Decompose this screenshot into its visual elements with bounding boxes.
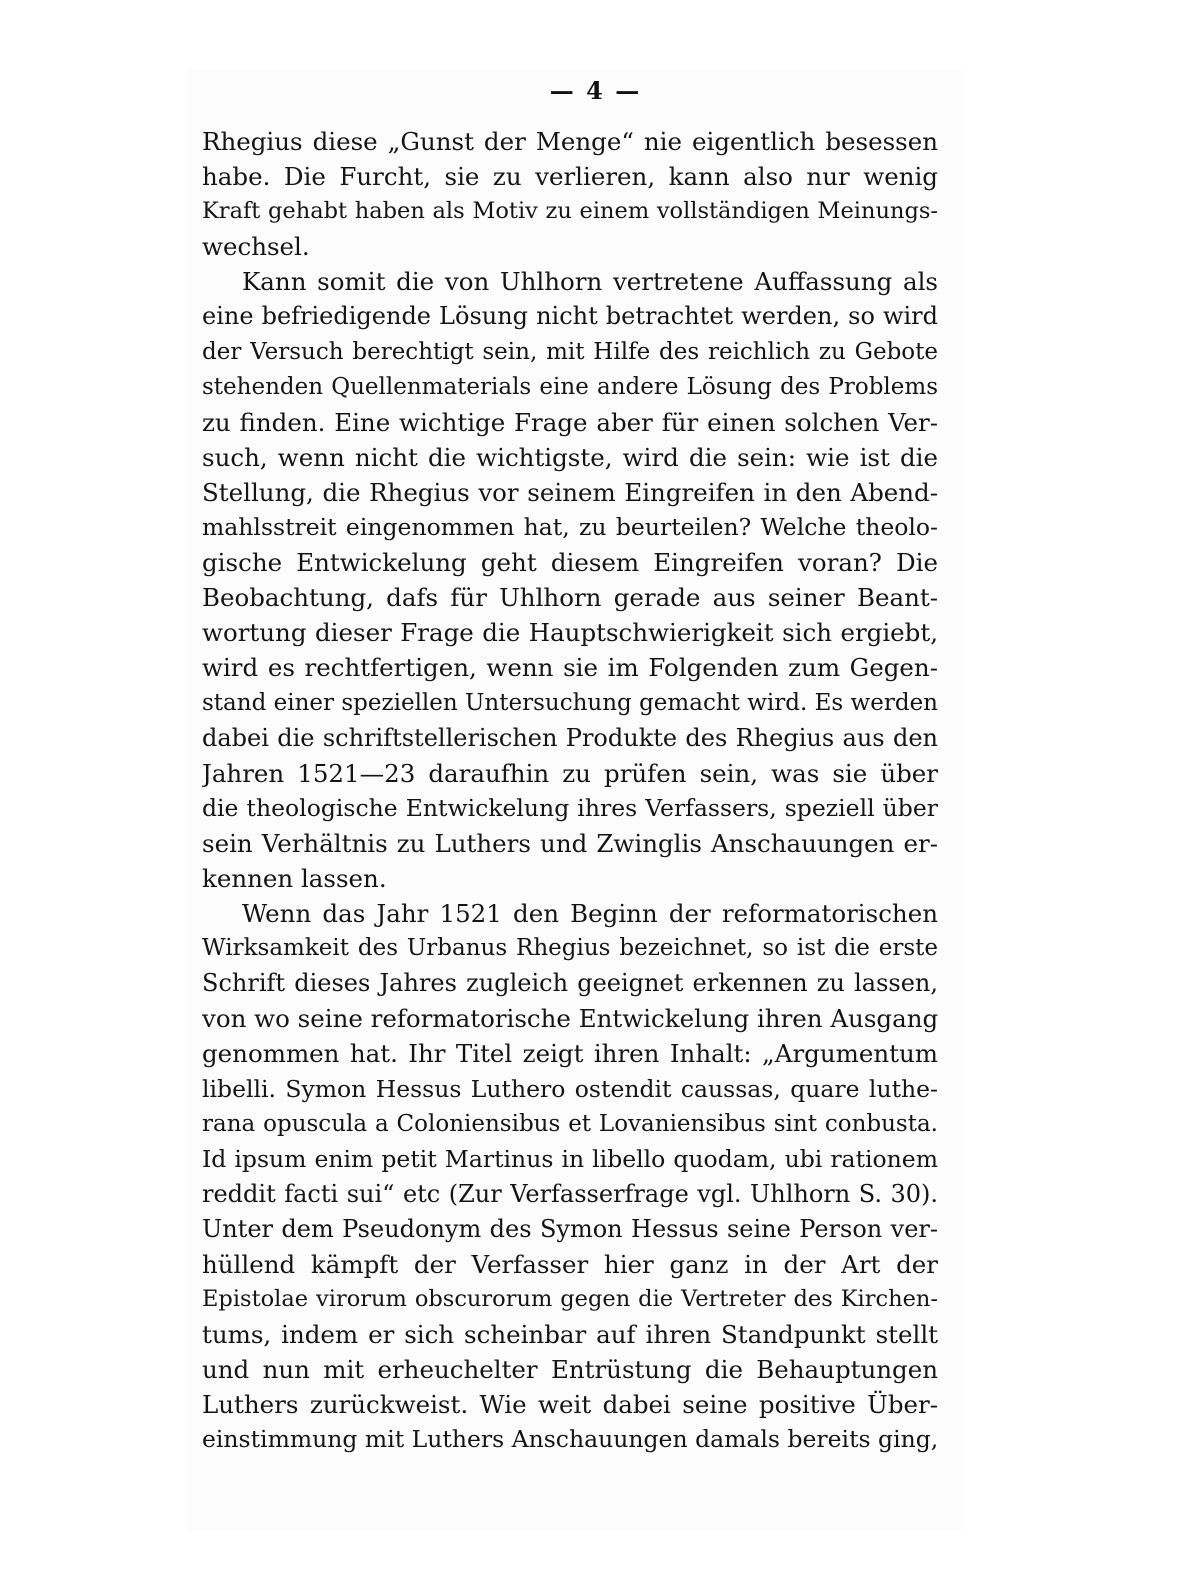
text-line: Wirksamkeit des Urbanus Rhegius bezeichnet, so ist die erste <box>202 935 938 962</box>
text-line: kennen lassen. <box>202 863 387 893</box>
text-line: sein Verhältnis zu Luthers und Zwinglis Anschauungen er- <box>202 828 938 858</box>
text-line: die theologische Entwickelung ihres Verfassers, speziell über <box>202 793 938 822</box>
text-line: habe. Die Furcht, sie zu verlieren, kann also nur wenig <box>202 162 938 192</box>
text-line: Kraft gehabt haben als Motiv zu einem vollständigen Meinungs- <box>202 198 938 225</box>
text-line: Beobachtung, dafs für Uhlhorn gerade aus seiner Beant- <box>202 583 938 613</box>
text-line: wird es rechtfertigen, wenn sie im Folgenden zum Gegen- <box>202 653 938 683</box>
text-line: rana opuscula a Coloniensibus et Lovaniensibus sint conbusta. <box>202 1110 938 1137</box>
text-line: Wenn das Jahr 1521 den Beginn der reformatorischen <box>242 899 938 929</box>
text-line: tums, indem er sich scheinbar auf ihren Standpunkt stellt <box>202 1320 938 1350</box>
text-line: genommen hat. Ihr Titel zeigt ihren Inhalt: „Argumentum <box>202 1039 938 1069</box>
text-line: Unter dem Pseudonym des Symon Hessus seine Person ver- <box>202 1214 938 1243</box>
text-line: Schrift dieses Jahres zugleich geeignet erkennen zu lassen, <box>202 969 938 998</box>
text-line: Epistolae virorum obscurorum gegen die Vertreter des Kirchen- <box>202 1286 938 1313</box>
text-line: wortung dieser Frage die Hauptschwierigkeit sich ergiebt, <box>202 618 938 648</box>
body-text <box>202 124 938 1458</box>
text-line: zu finden. Eine wichtige Frage aber für einen solchen Ver- <box>202 407 938 437</box>
paragraph <box>202 124 938 264</box>
text-line: Id ipsum enim petit Martinus in libello quodam, ubi rationem <box>202 1144 938 1173</box>
text-line: wechsel. <box>202 232 310 262</box>
text-line: Stellung, die Rhegius vor seinem Eingreifen in den Abend- <box>202 477 938 507</box>
text-line: und nun mit erheuchelter Entrüstung die Behauptungen <box>202 1355 938 1385</box>
paragraph <box>202 264 938 896</box>
text-line: Luthers zurückweist. Wie weit dabei seine positive Über- <box>202 1390 938 1420</box>
text-line: stehenden Quellenmaterials eine andere Lösung des Problems <box>202 373 938 400</box>
text-line: mahlsstreit eingenommen hat, zu beurteilen? Welche theolo- <box>202 513 938 542</box>
text-line: der Versuch berechtigt sein, mit Hilfe des reichlich zu Gebote <box>202 338 938 365</box>
text-line: Rhegius diese „Gunst der Menge“ nie eigentlich besessen <box>202 127 938 156</box>
text-line: reddit facti sui“ etc (Zur Verfasserfrage vgl. Uhlhorn S. 30). <box>202 1179 938 1208</box>
text-line: hüllend kämpft der Verfasser hier ganz in der Art der <box>202 1250 938 1279</box>
text-line: gische Entwickelung geht diesem Eingreifen voran? Die <box>202 548 938 578</box>
text-line: libelli. Symon Hessus Luthero ostendit caussas, quare luthe- <box>202 1074 938 1103</box>
text-line: einstimmung mit Luthers Anschauungen damals bereits ging, <box>202 1425 938 1454</box>
page-number: — 4 — <box>549 76 642 105</box>
text-line: such, wenn nicht die wichtigste, wird die sein: wie ist die <box>202 442 938 472</box>
text-line: Kann somit die von Uhlhorn vertretene Auffassung als <box>242 267 938 297</box>
paragraph <box>202 896 938 1458</box>
text-line: dabei die schriftstellerischen Produkte des Rhegius aus den <box>202 723 938 752</box>
text-line: stand einer speziellen Untersuchung gemacht wird. Es werden <box>202 689 938 716</box>
text-line: von wo seine reformatorische Entwickelung ihren Ausgang <box>202 1004 938 1034</box>
text-line: Jahren 1521—23 daraufhin zu prüfen sein, was sie über <box>202 758 938 788</box>
text-line: eine befriedigende Lösung nicht betrachtet werden, so wird <box>202 302 938 331</box>
